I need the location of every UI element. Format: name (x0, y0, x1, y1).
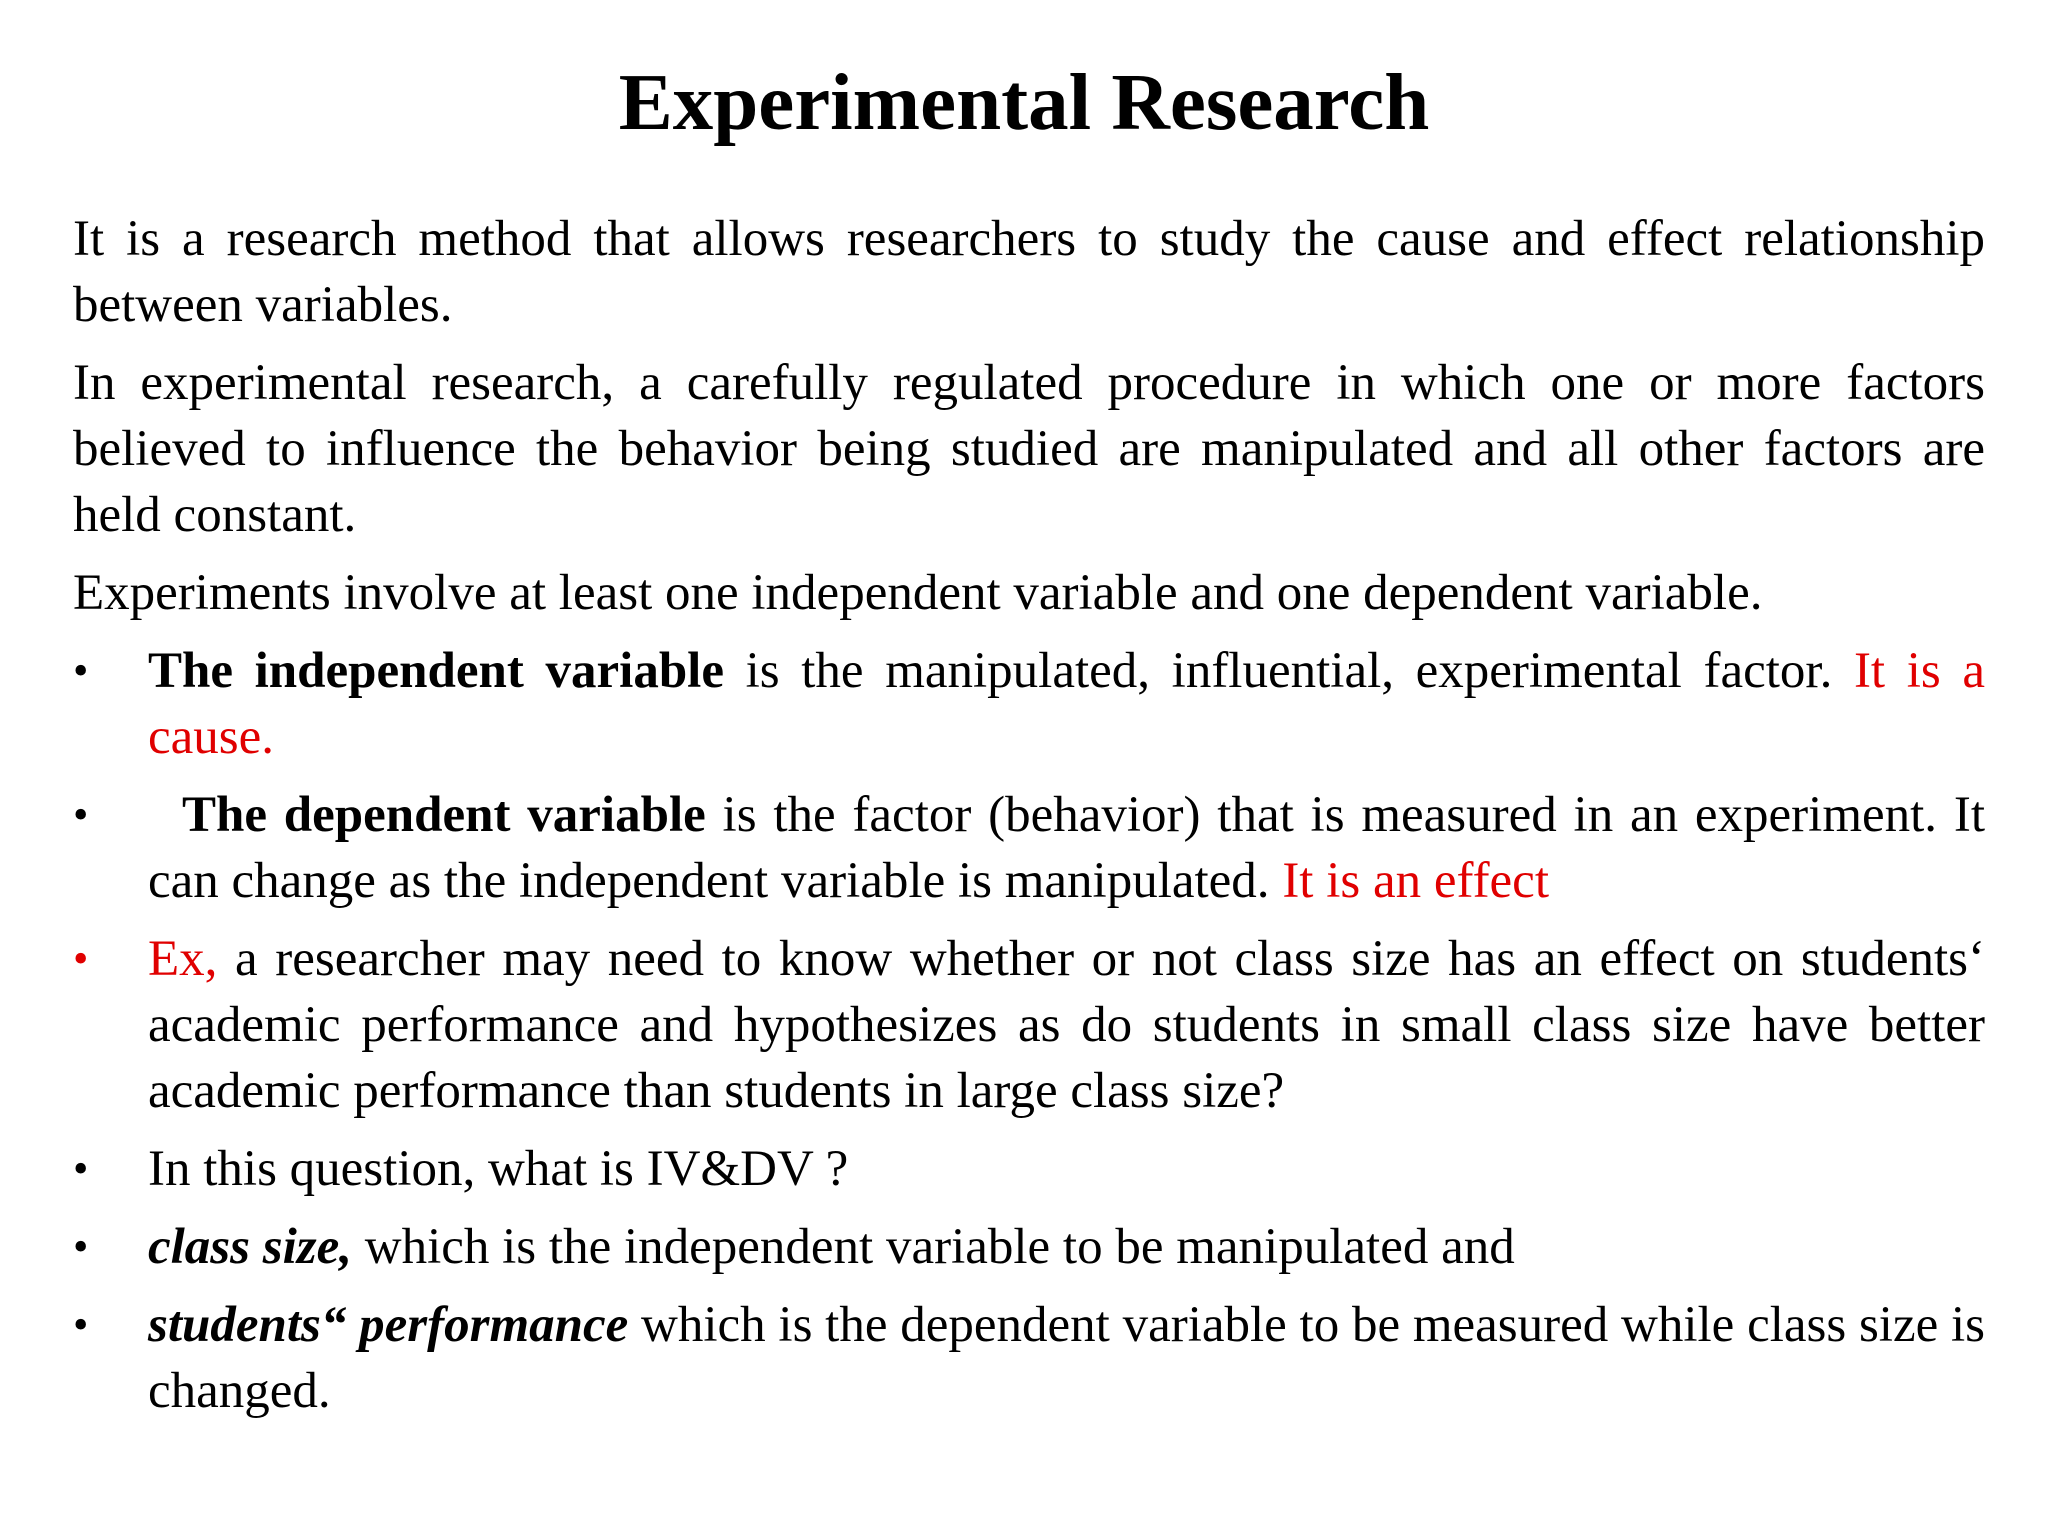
independent-variable-term: The independent variable (148, 643, 724, 699)
list-item-class-size (73, 1214, 1985, 1280)
list-item-example (73, 926, 1985, 1124)
bullet-icon: • (73, 934, 89, 983)
class-size-term: class size, (148, 1219, 352, 1275)
dependent-variable-highlight: It is an effect (1282, 853, 1549, 909)
slide-body (73, 206, 1985, 1436)
procedure-paragraph: In experimental research, a carefully regulated procedure in which one or more factors believed to influence the behavior being studied are manipulated and all other factors are held constant. (73, 355, 1985, 543)
variables-paragraph: Experiments involve at least one independent variable and one dependent variable. (73, 565, 1763, 621)
class-size-text: which is the independent variable to be manipulated and (352, 1219, 1515, 1275)
slide-title: Experimental Research (618, 57, 1430, 147)
performance-text: which is the dependent variable to be measured while class size is changed. (148, 1297, 1986, 1419)
list-item-independent-variable (73, 638, 1985, 770)
bullet-icon: • (73, 790, 89, 839)
definition-paragraph: It is a research method that allows researchers to study the cause and effect relationship between variables. (73, 211, 1985, 333)
example-text: a researcher may need to know whether or not class size has an effect on students‘ academic performance and hypothesizes as do students in small class size have better academic performance than students in large class size? (148, 931, 1985, 1119)
bullet-icon: • (73, 1144, 89, 1193)
example-lead: Ex, (148, 931, 218, 987)
dependent-variable-text: is the factor (behavior) that is measured in an experiment. It can change as the independent variable is manipulated. (148, 787, 1985, 909)
list-item-dependent-variable (73, 782, 1985, 914)
dependent-variable-term: The dependent variable (182, 787, 706, 843)
independent-variable-text: is the manipulated, influential, experimental factor. (724, 643, 1854, 699)
performance-term: students“ performance (148, 1297, 629, 1353)
list-item-question (73, 1136, 1985, 1202)
bullet-icon: • (73, 1222, 89, 1271)
bullet-icon: • (73, 646, 89, 695)
bullet-icon: • (73, 1300, 89, 1349)
list-item-performance (73, 1292, 1985, 1424)
independent-variable-highlight: It is a cause. (148, 643, 1985, 765)
bullet-list (73, 638, 1985, 1424)
question-text: In this question, what is IV&DV ? (148, 1141, 849, 1197)
